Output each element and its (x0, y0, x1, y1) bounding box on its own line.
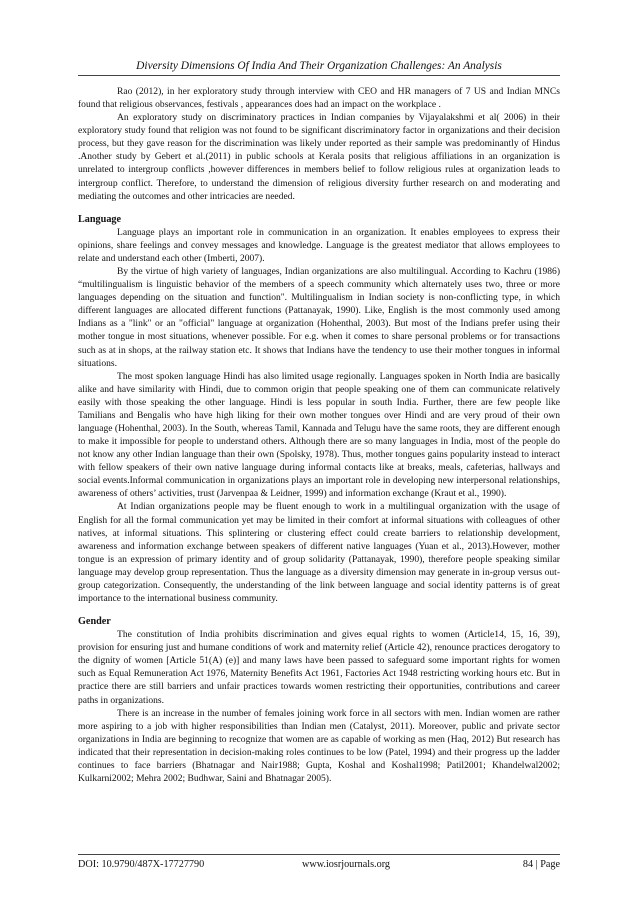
body-paragraph: Rao (2012), in her exploratory study through interview with CEO and HR managers of 7 US and Indian MNCs found that religious observances, festivals , appearances does had an impact on the workplace . (78, 86, 560, 111)
section-heading-gender: Gender (78, 616, 111, 628)
footer-website-link[interactable]: www.iosrjournals.org (302, 859, 391, 870)
footer-doi: DOI: 10.9790/487X-17727790 (78, 859, 205, 870)
body-paragraph: Language plays an important role in communication in an organization. It enables employees to express their opinions, share feelings and convey messages and knowledge. Language is the greatest mediator that allows employees to relate and understand each other (Imberti, 2007). (78, 226, 560, 264)
header-rule (78, 75, 560, 76)
body-paragraph: At Indian organizations people may be fluent enough to work in a multilingual organization with the usage of English for all the formal communication yet may be limited in their comfort at informal situations with colleagues of other natives, at informal situations. This splintering or clustering effect could create barriers to relationship development, awareness and information exchange between speakers of different native languages (Yuan et al., 2013).However, mother tongue is an expression of primary identity and of group solidarity (Pattanayak, 1990), therefore people speaking similar language may develop group representation. Thus the language as a diversity dimension may generate in in-group versus out-group categorization. Consequently, the understanding of the link between language and social identity patterns is of great importance to the international business community. (78, 501, 560, 604)
body-paragraph: The most spoken language Hindi has also limited usage regionally. Languages spoken in North India are basically alike and have similarity with Hindi, due to common origin that people speaking one of them can communicate relatively easily with those speaking the other language. Hindi is less popular in south India. Further, there are few people like Tamilians and Bengalis who have high liking for their own mother tongues over Hindi and are very proud of their own language (Hohenthal, 2003). In the South, whereas Tamil, Kannada and Telugu have the same roots, they are different enough to make it impossible for people to understand others. Although there are so many languages in India, most of the people do not know any other Indian language than their own (Spolsky, 1978). Thus, mother tongues gains popularity instead to interact with fellow speakers of their own native language during informal contacts like at breaks, meals, cafeterias, hallways and social events.Informal communication in organizations plays an important role in developing new interpersonal relationships, awareness of others’ activities, trust (Jarvenpaa & Leidner, 1999) and information exchange (Kraut et al., 1990). (78, 370, 560, 500)
footer-page-number: 84 | Page (522, 859, 560, 870)
section-heading-language: Language (78, 213, 122, 225)
body-paragraph: The constitution of India prohibits discrimination and gives equal rights to women (Article14, 15, 16, 39), provision for ensuring just and humane conditions of work and maternity relief (Article 42), renounce practices derogatory to the dignity of women [Article 51(A) (e)] and many laws have been passed to safeguard some important rights for women such as Equal Remuneration Act 1976, Maternity Benefits Act 1961, Factories Act 1948 restricting working hours etc. But in practice there are still barriers and unfair practices towards women restricting their opportunities, contributions and career paths in organizations. (78, 629, 560, 706)
article-body (78, 85, 560, 785)
footer-rule (78, 854, 560, 855)
running-header: Diversity Dimensions Of India And Their Organization Challenges: An Analysis (136, 60, 502, 72)
page-footer (78, 858, 560, 872)
body-paragraph: An exploratory study on discriminatory practices in Indian companies by Vijayalakshmi et al( 2006) in their exploratory study found that religion was not found to be significant discriminatory factor in organizations and their decision process, but they gave reason for the discrimination was likely under reported as their sample was predominantly of Hindus .Another study by Gebert et al.(2011) in public schools at Kerala posits that religious affiliations in an organization is unrelated to intergroup conflicts ,however differences in members belief to follow religious rules at organization leads to intergroup conflict. Therefore, to understand the dimension of religious diversity further research on and moderating and mediating the outcomes and other intricacies are needed. (78, 112, 560, 202)
body-paragraph: By the virtue of high variety of languages, Indian organizations are also multilingual. According to Kachru (1986) “multilingualism is linguistic behavior of the members of a speech community which alternately uses two, three or more languages depending on the situation and function". Multilingualism in Indian society is non-conflicting type, in which different languages are allocated different functions (Pattanayak, 1990). Like, English is the most commonly used among Indians as a "link" or an "official" language at organization (Hohenthal, 2003). But most of the Indians prefer using their mother tongue in most situations, whenever possible. For e.g. when it comes to share personal problems or for transactions such as at in shops, at the railway station etc. It shows that Indians have the tendency to use their mother tongues in informal situations. (78, 266, 560, 369)
body-paragraph: There is an increase in the number of females joining work force in all sectors with men. Indian women are rather more aspiring to a job with higher responsibilities than Indian men (Catalyst, 2011). Moreover, public and private sector organizations in India are beginning to recognize that women are as capable of working as men (Haq, 2012) But research has indicated that their representation in decision-making roles continues to be low (Patel, 1994) and their progress up the ladder continues to face barriers (Bhatnagar and Nair1988; Gupta, Koshal and Koshal1998; Patil2001; Khandelwal2002; Kulkarni2002; Mehra 2002; Budhwar, Saini and Bhatnagar 2005). (78, 707, 560, 785)
